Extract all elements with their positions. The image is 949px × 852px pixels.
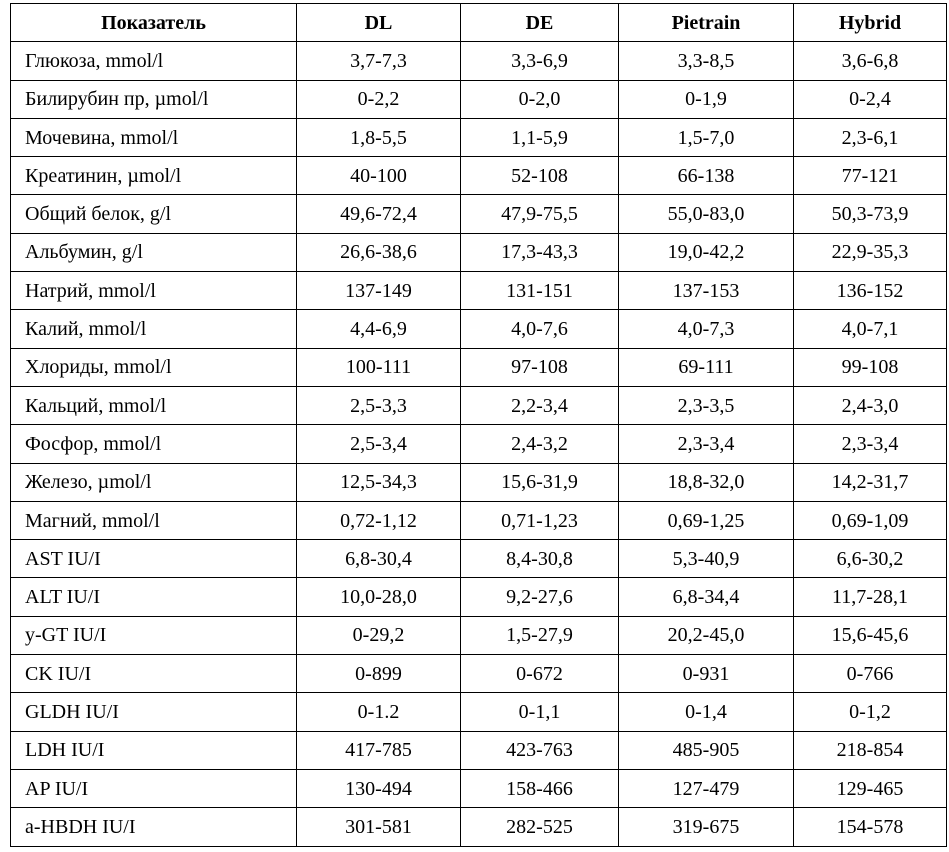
indicator-cell: GLDH IU/I — [11, 693, 297, 731]
pietrain-cell: 0-1,9 — [619, 80, 794, 118]
hybrid-cell: 50,3-73,9 — [794, 195, 947, 233]
pietrain-cell: 19,0-42,2 — [619, 233, 794, 271]
hybrid-cell: 2,4-3,0 — [794, 386, 947, 424]
hybrid-cell: 0-2,4 — [794, 80, 947, 118]
table-row — [11, 501, 947, 539]
indicator-cell: ALT IU/I — [11, 578, 297, 616]
table-row — [11, 616, 947, 654]
pietrain-cell: 0-1,4 — [619, 693, 794, 731]
dl-cell: 130-494 — [297, 769, 461, 807]
dl-cell: 2,5-3,4 — [297, 425, 461, 463]
pietrain-cell: 0,69-1,25 — [619, 501, 794, 539]
de-cell: 47,9-75,5 — [461, 195, 619, 233]
table-row — [11, 425, 947, 463]
pietrain-cell: 55,0-83,0 — [619, 195, 794, 233]
hybrid-cell: 99-108 — [794, 348, 947, 386]
dl-cell: 301-581 — [297, 808, 461, 846]
hybrid-cell: 6,6-30,2 — [794, 540, 947, 578]
column-header-pietrain: Pietrain — [619, 4, 794, 42]
hybrid-cell: 2,3-6,1 — [794, 118, 947, 156]
hybrid-cell: 0-766 — [794, 655, 947, 693]
indicator-cell: Фосфор, mmol/l — [11, 425, 297, 463]
table-row — [11, 540, 947, 578]
table-row — [11, 195, 947, 233]
dl-cell: 40-100 — [297, 157, 461, 195]
indicator-cell: Натрий, mmol/l — [11, 272, 297, 310]
column-header-de: DE — [461, 4, 619, 42]
hybrid-cell: 129-465 — [794, 769, 947, 807]
table-row — [11, 118, 947, 156]
dl-cell: 0,72-1,12 — [297, 501, 461, 539]
table-row — [11, 578, 947, 616]
indicator-cell: a-HBDH IU/I — [11, 808, 297, 846]
table-row — [11, 310, 947, 348]
indicator-cell: Креатинин, µmol/l — [11, 157, 297, 195]
dl-cell: 100-111 — [297, 348, 461, 386]
dl-cell: 2,5-3,3 — [297, 386, 461, 424]
hybrid-cell: 3,6-6,8 — [794, 42, 947, 80]
table-row — [11, 42, 947, 80]
dl-cell: 4,4-6,9 — [297, 310, 461, 348]
table-row — [11, 386, 947, 424]
de-cell: 0-1,1 — [461, 693, 619, 731]
pietrain-cell: 69-111 — [619, 348, 794, 386]
hybrid-cell: 15,6-45,6 — [794, 616, 947, 654]
pietrain-cell: 127-479 — [619, 769, 794, 807]
de-cell: 0-672 — [461, 655, 619, 693]
pietrain-cell: 485-905 — [619, 731, 794, 769]
de-cell: 8,4-30,8 — [461, 540, 619, 578]
de-cell: 3,3-6,9 — [461, 42, 619, 80]
de-cell: 9,2-27,6 — [461, 578, 619, 616]
de-cell: 15,6-31,9 — [461, 463, 619, 501]
hybrid-cell: 136-152 — [794, 272, 947, 310]
hybrid-cell: 22,9-35,3 — [794, 233, 947, 271]
indicator-cell: Калий, mmol/l — [11, 310, 297, 348]
pietrain-cell: 2,3-3,4 — [619, 425, 794, 463]
indicator-cell: Билирубин пр, µmol/l — [11, 80, 297, 118]
de-cell: 97-108 — [461, 348, 619, 386]
indicator-cell: LDH IU/I — [11, 731, 297, 769]
hybrid-cell: 4,0-7,1 — [794, 310, 947, 348]
dl-cell: 6,8-30,4 — [297, 540, 461, 578]
column-header-hybrid: Hybrid — [794, 4, 947, 42]
de-cell: 52-108 — [461, 157, 619, 195]
dl-cell: 0-2,2 — [297, 80, 461, 118]
de-cell: 1,5-27,9 — [461, 616, 619, 654]
indicator-cell: AP IU/I — [11, 769, 297, 807]
pietrain-cell: 18,8-32,0 — [619, 463, 794, 501]
dl-cell: 0-1.2 — [297, 693, 461, 731]
table-header-row — [11, 4, 947, 42]
dl-cell: 0-29,2 — [297, 616, 461, 654]
indicator-cell: Магний, mmol/l — [11, 501, 297, 539]
table-row — [11, 655, 947, 693]
table-row — [11, 157, 947, 195]
de-cell: 2,2-3,4 — [461, 386, 619, 424]
pietrain-cell: 2,3-3,5 — [619, 386, 794, 424]
column-header-dl: DL — [297, 4, 461, 42]
table-row — [11, 233, 947, 271]
indicator-cell: AST IU/I — [11, 540, 297, 578]
pietrain-cell: 3,3-8,5 — [619, 42, 794, 80]
pietrain-cell: 4,0-7,3 — [619, 310, 794, 348]
table-row — [11, 348, 947, 386]
reference-values-table — [10, 3, 947, 847]
hybrid-cell: 218-854 — [794, 731, 947, 769]
pietrain-cell: 66-138 — [619, 157, 794, 195]
table-body — [11, 42, 947, 846]
hybrid-cell: 154-578 — [794, 808, 947, 846]
pietrain-cell: 0-931 — [619, 655, 794, 693]
table-row — [11, 80, 947, 118]
table-row — [11, 769, 947, 807]
dl-cell: 12,5-34,3 — [297, 463, 461, 501]
de-cell: 0-2,0 — [461, 80, 619, 118]
dl-cell: 3,7-7,3 — [297, 42, 461, 80]
pietrain-cell: 1,5-7,0 — [619, 118, 794, 156]
pietrain-cell: 137-153 — [619, 272, 794, 310]
indicator-cell: Общий белок, g/l — [11, 195, 297, 233]
de-cell: 423-763 — [461, 731, 619, 769]
dl-cell: 137-149 — [297, 272, 461, 310]
indicator-cell: Кальций, mmol/l — [11, 386, 297, 424]
indicator-cell: Хлориды, mmol/l — [11, 348, 297, 386]
pietrain-cell: 6,8-34,4 — [619, 578, 794, 616]
table-row — [11, 463, 947, 501]
table-row — [11, 731, 947, 769]
hybrid-cell: 0,69-1,09 — [794, 501, 947, 539]
indicator-cell: Альбумин, g/l — [11, 233, 297, 271]
dl-cell: 0-899 — [297, 655, 461, 693]
dl-cell: 1,8-5,5 — [297, 118, 461, 156]
table-row — [11, 693, 947, 731]
dl-cell: 49,6-72,4 — [297, 195, 461, 233]
de-cell: 131-151 — [461, 272, 619, 310]
de-cell: 4,0-7,6 — [461, 310, 619, 348]
indicator-cell: Глюкоза, mmol/l — [11, 42, 297, 80]
de-cell: 1,1-5,9 — [461, 118, 619, 156]
hybrid-cell: 77-121 — [794, 157, 947, 195]
column-header-indicator: Показатель — [11, 4, 297, 42]
table-row — [11, 272, 947, 310]
de-cell: 0,71-1,23 — [461, 501, 619, 539]
indicator-cell: y-GT IU/I — [11, 616, 297, 654]
de-cell: 158-466 — [461, 769, 619, 807]
pietrain-cell: 319-675 — [619, 808, 794, 846]
indicator-cell: Мочевина, mmol/l — [11, 118, 297, 156]
de-cell: 2,4-3,2 — [461, 425, 619, 463]
hybrid-cell: 14,2-31,7 — [794, 463, 947, 501]
indicator-cell: CK IU/I — [11, 655, 297, 693]
indicator-cell: Железо, µmol/l — [11, 463, 297, 501]
hybrid-cell: 2,3-3,4 — [794, 425, 947, 463]
dl-cell: 26,6-38,6 — [297, 233, 461, 271]
hybrid-cell: 11,7-28,1 — [794, 578, 947, 616]
pietrain-cell: 20,2-45,0 — [619, 616, 794, 654]
table-row — [11, 808, 947, 846]
de-cell: 17,3-43,3 — [461, 233, 619, 271]
pietrain-cell: 5,3-40,9 — [619, 540, 794, 578]
dl-cell: 417-785 — [297, 731, 461, 769]
de-cell: 282-525 — [461, 808, 619, 846]
dl-cell: 10,0-28,0 — [297, 578, 461, 616]
hybrid-cell: 0-1,2 — [794, 693, 947, 731]
